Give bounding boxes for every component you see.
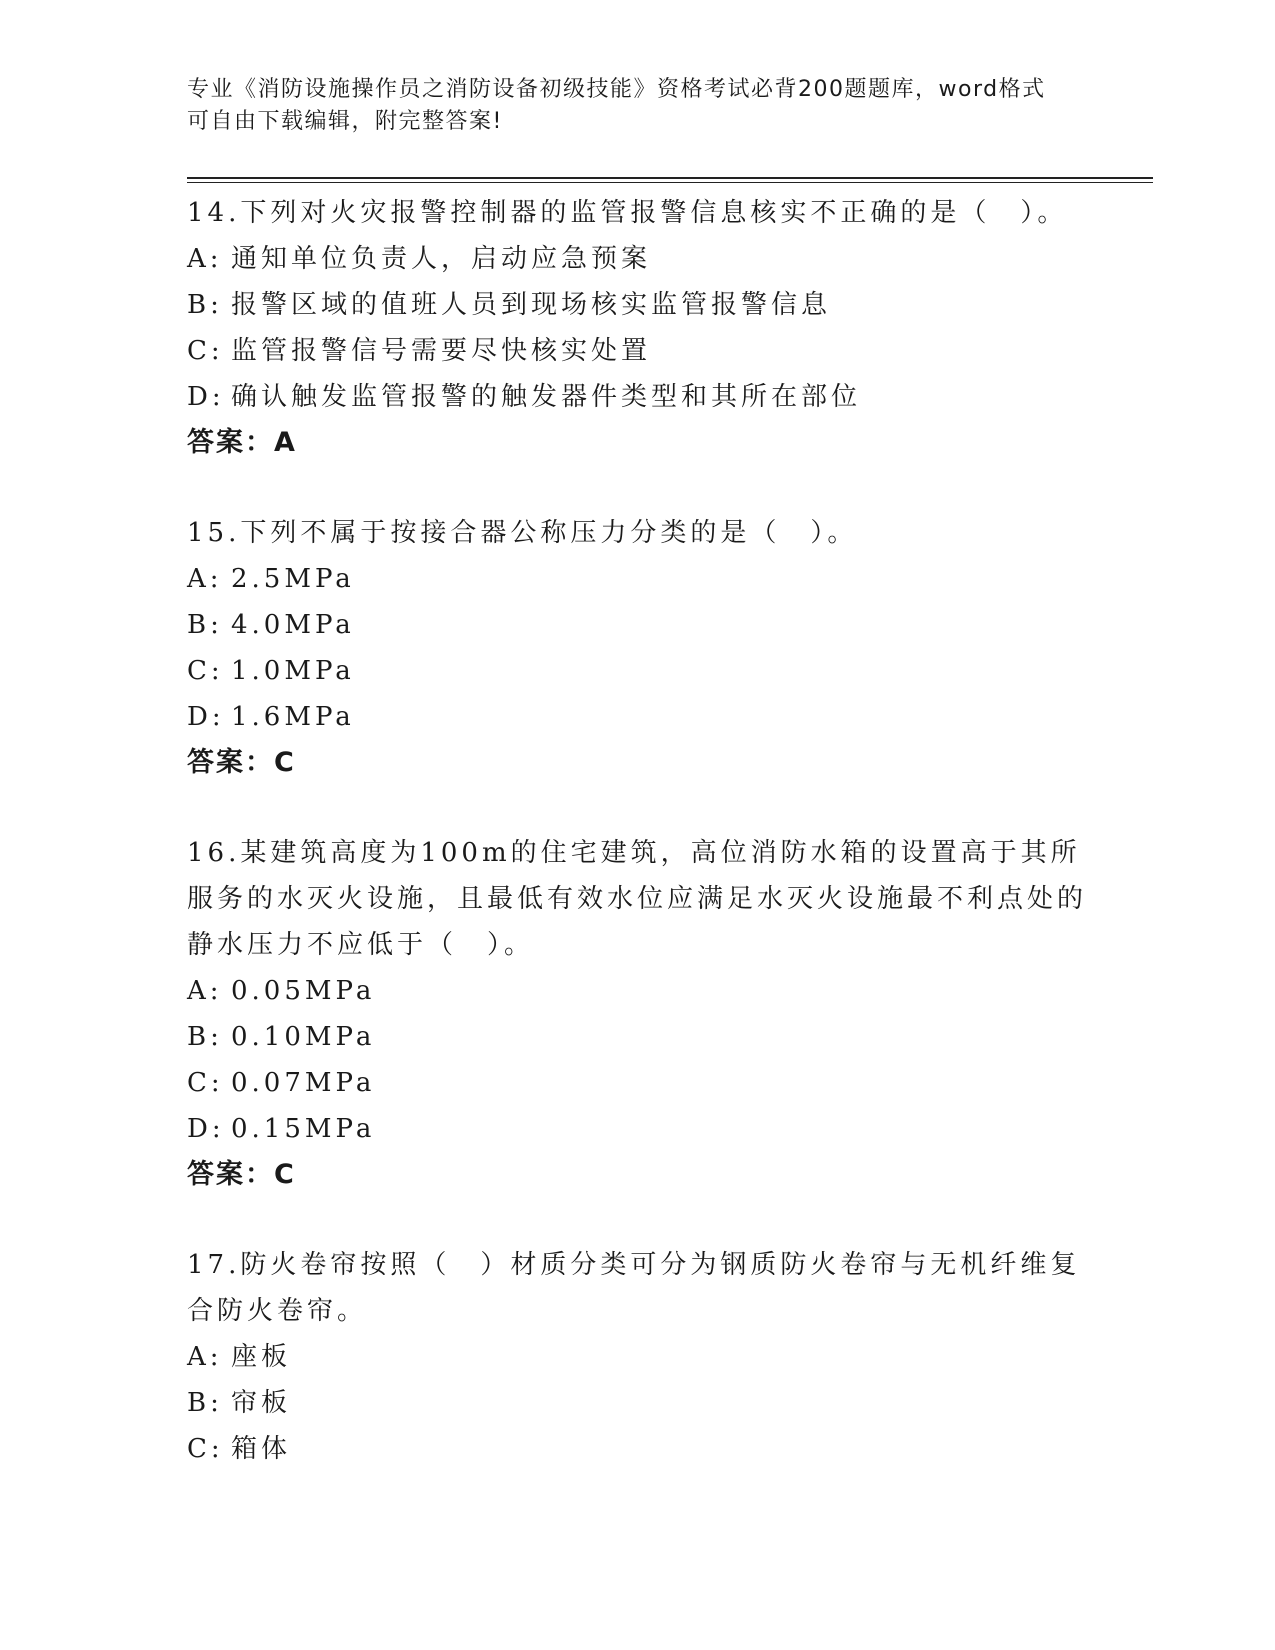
option-key: A:	[187, 1342, 223, 1372]
option-key: B:	[187, 1388, 223, 1418]
option-d	[187, 374, 1087, 420]
option-a	[187, 968, 1087, 1014]
option-b	[187, 1014, 1087, 1060]
question-17	[187, 1242, 1087, 1472]
question-stem: 16.某建筑高度为100m的住宅建筑，高位消防水箱的设置高于其所服务的水灭火设施，且最低有效水位应满足水灭火设施最不利点处的静水压力不应低于（ ）。	[187, 838, 1088, 960]
option-key: B:	[187, 1022, 223, 1052]
option-text: 0.15MPa	[231, 1114, 376, 1144]
option-key: C:	[187, 1068, 224, 1098]
question-15	[187, 510, 1087, 786]
question-stem: 14.下列对火灾报警控制器的监管报警信息核实不正确的是（ ）。	[187, 198, 1068, 228]
option-b	[187, 282, 1087, 328]
option-a	[187, 556, 1087, 602]
question-stem: 17.防火卷帘按照（ ）材质分类可分为钢质防火卷帘与无机纤维复合防火卷帘。	[187, 1250, 1081, 1326]
option-a	[187, 236, 1087, 282]
option-text: 0.10MPa	[231, 1022, 376, 1052]
option-key: D:	[187, 382, 225, 412]
option-text: 2.5MPa	[231, 564, 355, 594]
option-d	[187, 694, 1087, 740]
option-key: C:	[187, 656, 224, 686]
question-stem: 15.下列不属于按接合器公称压力分类的是（ ）。	[187, 518, 858, 548]
option-b	[187, 1380, 1087, 1426]
question-14	[187, 190, 1087, 466]
option-text: 4.0MPa	[231, 610, 355, 640]
option-text: 报警区域的值班人员到现场核实监管报警信息	[231, 290, 832, 320]
option-key: C:	[187, 336, 224, 366]
question-list	[187, 190, 1087, 1472]
option-key: C:	[187, 1434, 224, 1464]
answer-line: 答案：C	[187, 747, 296, 778]
option-key: A:	[187, 244, 223, 274]
option-text: 帘板	[231, 1388, 292, 1418]
option-text: 0.07MPa	[231, 1068, 376, 1098]
option-key: A:	[187, 564, 223, 594]
option-text: 座板	[231, 1342, 292, 1372]
option-c	[187, 648, 1087, 694]
option-key: B:	[187, 290, 223, 320]
document-header: 专业《消防设施操作员之消防设备初级技能》资格考试必背200题题库，word格式可自由下载编辑，附完整答案!	[187, 77, 1046, 134]
header-rule-thin	[187, 182, 1153, 183]
question-16	[187, 830, 1087, 1198]
answer-line: 答案：A	[187, 427, 297, 458]
option-text: 0.05MPa	[231, 976, 376, 1006]
header-rule-thick	[187, 177, 1153, 179]
option-text: 箱体	[231, 1434, 292, 1464]
option-text: 监管报警信号需要尽快核实处置	[231, 336, 652, 366]
option-key: B:	[187, 610, 223, 640]
option-c	[187, 1060, 1087, 1106]
option-text: 1.6MPa	[231, 702, 355, 732]
option-text: 通知单位负责人，启动应急预案	[231, 244, 652, 274]
option-c	[187, 328, 1087, 374]
option-b	[187, 602, 1087, 648]
option-a	[187, 1334, 1087, 1380]
option-key: D:	[187, 702, 225, 732]
option-text: 1.0MPa	[231, 656, 355, 686]
option-key: D:	[187, 1114, 225, 1144]
option-c	[187, 1426, 1087, 1472]
option-key: A:	[187, 976, 223, 1006]
answer-line: 答案：C	[187, 1159, 296, 1190]
option-text: 确认触发监管报警的触发器件类型和其所在部位	[231, 382, 862, 412]
option-d	[187, 1106, 1087, 1152]
